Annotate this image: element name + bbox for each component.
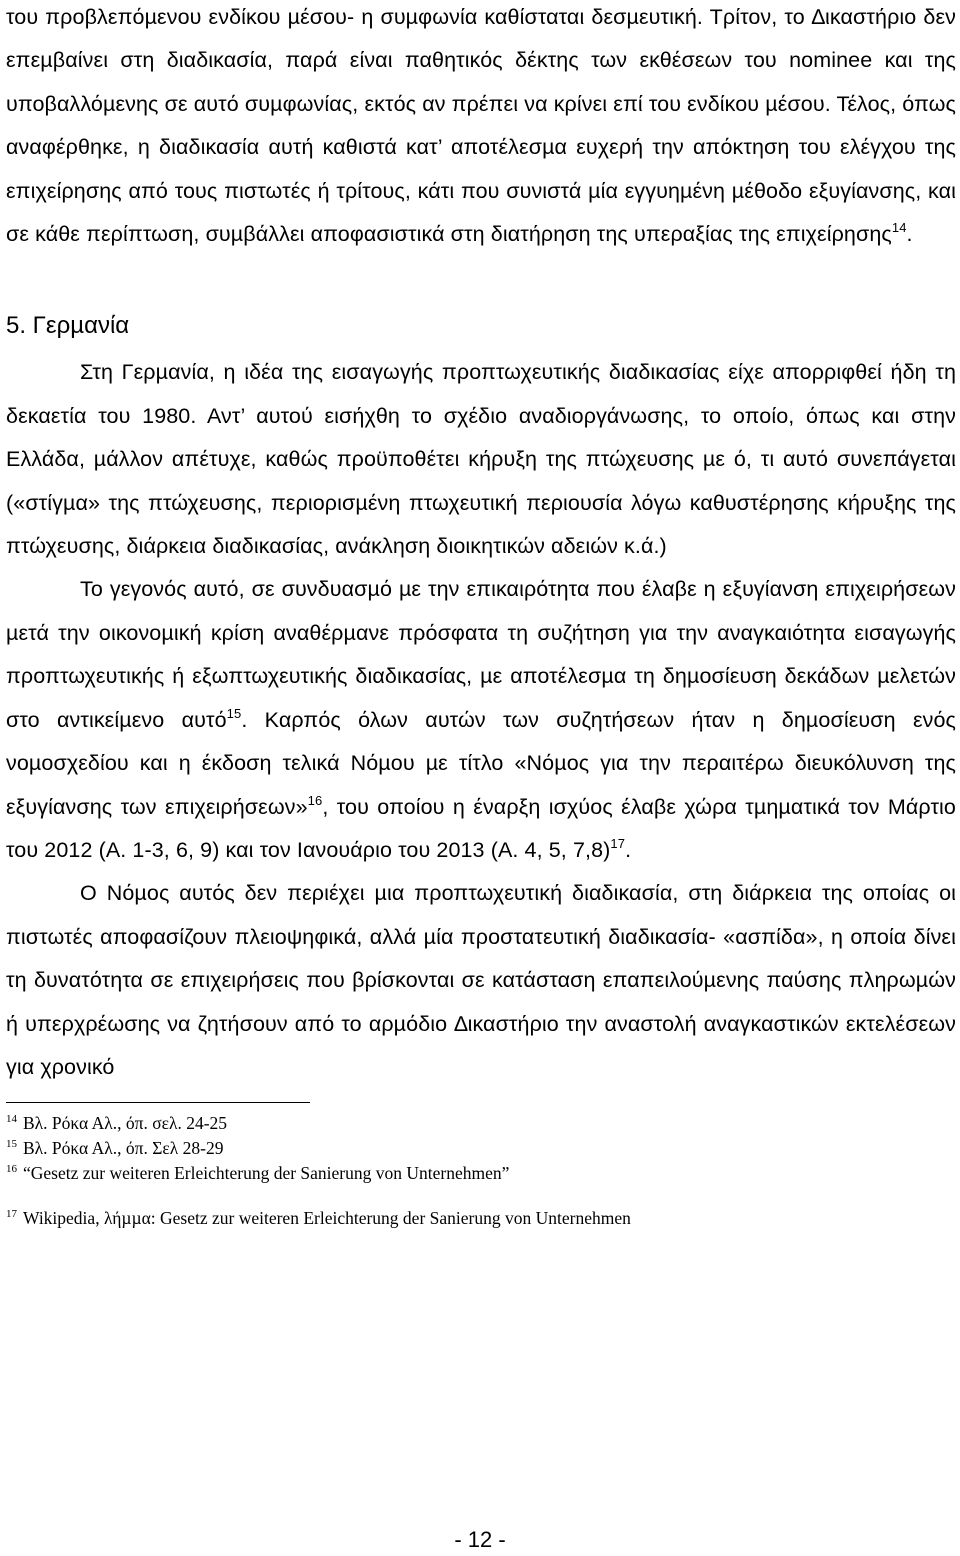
document-page <box>6 0 956 1231</box>
paragraph-intro-text: του προβλεπόµενου ενδίκου µέσου- η συµφωνία καθίσταται δεσµευτική. Τρίτον, το ∆ικαστήριο δεν επεµβαίνει στη διαδικασία, παρά είναι παθητικός δέκτης των εκθέσεων του nominee και της υποβαλλόµενης σε αυτό συµφωνίας, εκτός αν πρέπει να κρίνει επί του ενδίκου µέσου. Τέλος, όπως αναφέρθηκε, η διαδικασία αυτή καθιστά κατ’ αποτέλεσµα ευχερή την απόκτηση του ελέγχου της επιχείρησης από τους πιστωτές ή τρίτους, κάτι που συνιστά µία εγγυηµένη µέθοδο εξυγίανσης, και σε κάθε περίπτωση, συµβάλλει αποφασιστικά στη διατήρηση της υπεραξίας της επιχείρησης <box>6 5 956 247</box>
footnote-ref-15[interactable]: 15 <box>226 705 242 721</box>
footnote-number: 15 <box>6 1138 17 1151</box>
footnote-15 <box>6 1136 956 1161</box>
footnote-ref-16[interactable]: 16 <box>307 792 323 808</box>
page-number: - 12 - <box>454 1527 506 1552</box>
footnote-ref-14[interactable]: 14 <box>891 220 907 236</box>
period: . <box>906 222 913 247</box>
footnote-text: Wikipedia, λήµµα: Gesetz zur weiteren Erleichterung der Sanierung von Unternehmen <box>23 1208 631 1229</box>
paragraph-germany: Στη Γερµανία, η ιδέα της εισαγωγής προπτωχευτικής διαδικασίας είχε απορριφθεί ήδη τη δεκαετία του 1980. Αντ’ αυτού εισήχθη το σχέδιο αναδιοργάνωσης, το οποίο, όπως και στην Ελλάδα, µάλλον απέτυχε, καθώς προϋποθέτει κήρυξη της πτώχευσης µε ό, τι αυτό συνεπάγεται («στίγµα» της πτώχευσης, περιορισµένη πτωχευτική περιουσία λόγω καθυστέρησης κήρυξης της πτώχευσης, διάρκεια διαδικασίας, ανάκληση διοικητικών αδειών κ.ά.) <box>6 360 956 559</box>
paragraph-law-text-b: . Καρπός όλων αυτών των συζητήσεων ήταν η δηµοσίευση ενός νοµοσχεδίου και η έκδοση τελικά Νόµου µε τίτλο «Νόµος για την περαιτέρω διευκόλυνση της εξυγίανσης των επιχειρήσεων» <box>6 707 956 819</box>
section-heading: 5. Γερµανία <box>6 312 130 340</box>
paragraph-law-text-c: , του οποίου η έναρξη ισχύος έλαβε χώρα τµηµατικά τον Μάρτιο του 2012 (Α. 1-3, 6, 9) και τον Ιανουάριο του 2013 (Α. 4, 5, 7,8) <box>6 794 956 862</box>
footnote-text: “Gesetz zur weiteren Erleichterung der Sanierung von Unternehmen” <box>23 1163 510 1184</box>
period: . <box>625 837 632 862</box>
paragraph-shield: Ο Νόµος αυτός δεν περιέχει µια προπτωχευτική διαδικασία, στη διάρκεια της οποίας οι πιστωτές αποφασίζουν πλειοψηφικά, αλλά µία προστατευτική διαδικασία- «ασπίδα», η οποία δίνει τη δυνατότητα σε επιχειρήσεις που βρίσκονται σε κατάσταση επαπειλούµενης παύσης πληρωµών ή υπερχρέωσης να ζητήσουν από το αρµόδιο ∆ικαστήριο την αναστολή αναγκαστικών εκτελέσεων για χρονικό <box>6 881 956 1079</box>
paragraph-law-text-a: Το γεγονός αυτό, σε συνδυασµό µε την επικαιρότητα που έλαβε η εξυγίανση επιχειρήσεων µετά την οικονοµική κρίση αναθέρµανε πρόσφατα τη συζήτηση για την αναγκαιότητα εισαγωγής προπτωχευτικής ή εξωπτωχευτικής διαδικασίας, µε αποτέλεσµα τη δηµοσίευση δεκάδων µελετών στο αντικείµενο αυτό <box>6 577 956 732</box>
footnote-number: 17 <box>6 1208 17 1221</box>
footnote-number: 16 <box>6 1163 17 1176</box>
paragraph-law <box>6 568 956 872</box>
paragraph-intro <box>6 0 956 256</box>
footnote-17 <box>6 1206 956 1231</box>
footnote-14 <box>6 1111 956 1136</box>
footnote-16 <box>6 1161 956 1186</box>
footnote-ref-17[interactable]: 17 <box>610 835 626 851</box>
footnote-text: Βλ. Ρόκα Αλ., όπ. Σελ 28-29 <box>23 1138 224 1159</box>
footnote-text: Βλ. Ρόκα Αλ., όπ. σελ. 24-25 <box>23 1113 228 1134</box>
footnote-number: 14 <box>6 1113 17 1126</box>
footnote-separator <box>6 1102 310 1103</box>
